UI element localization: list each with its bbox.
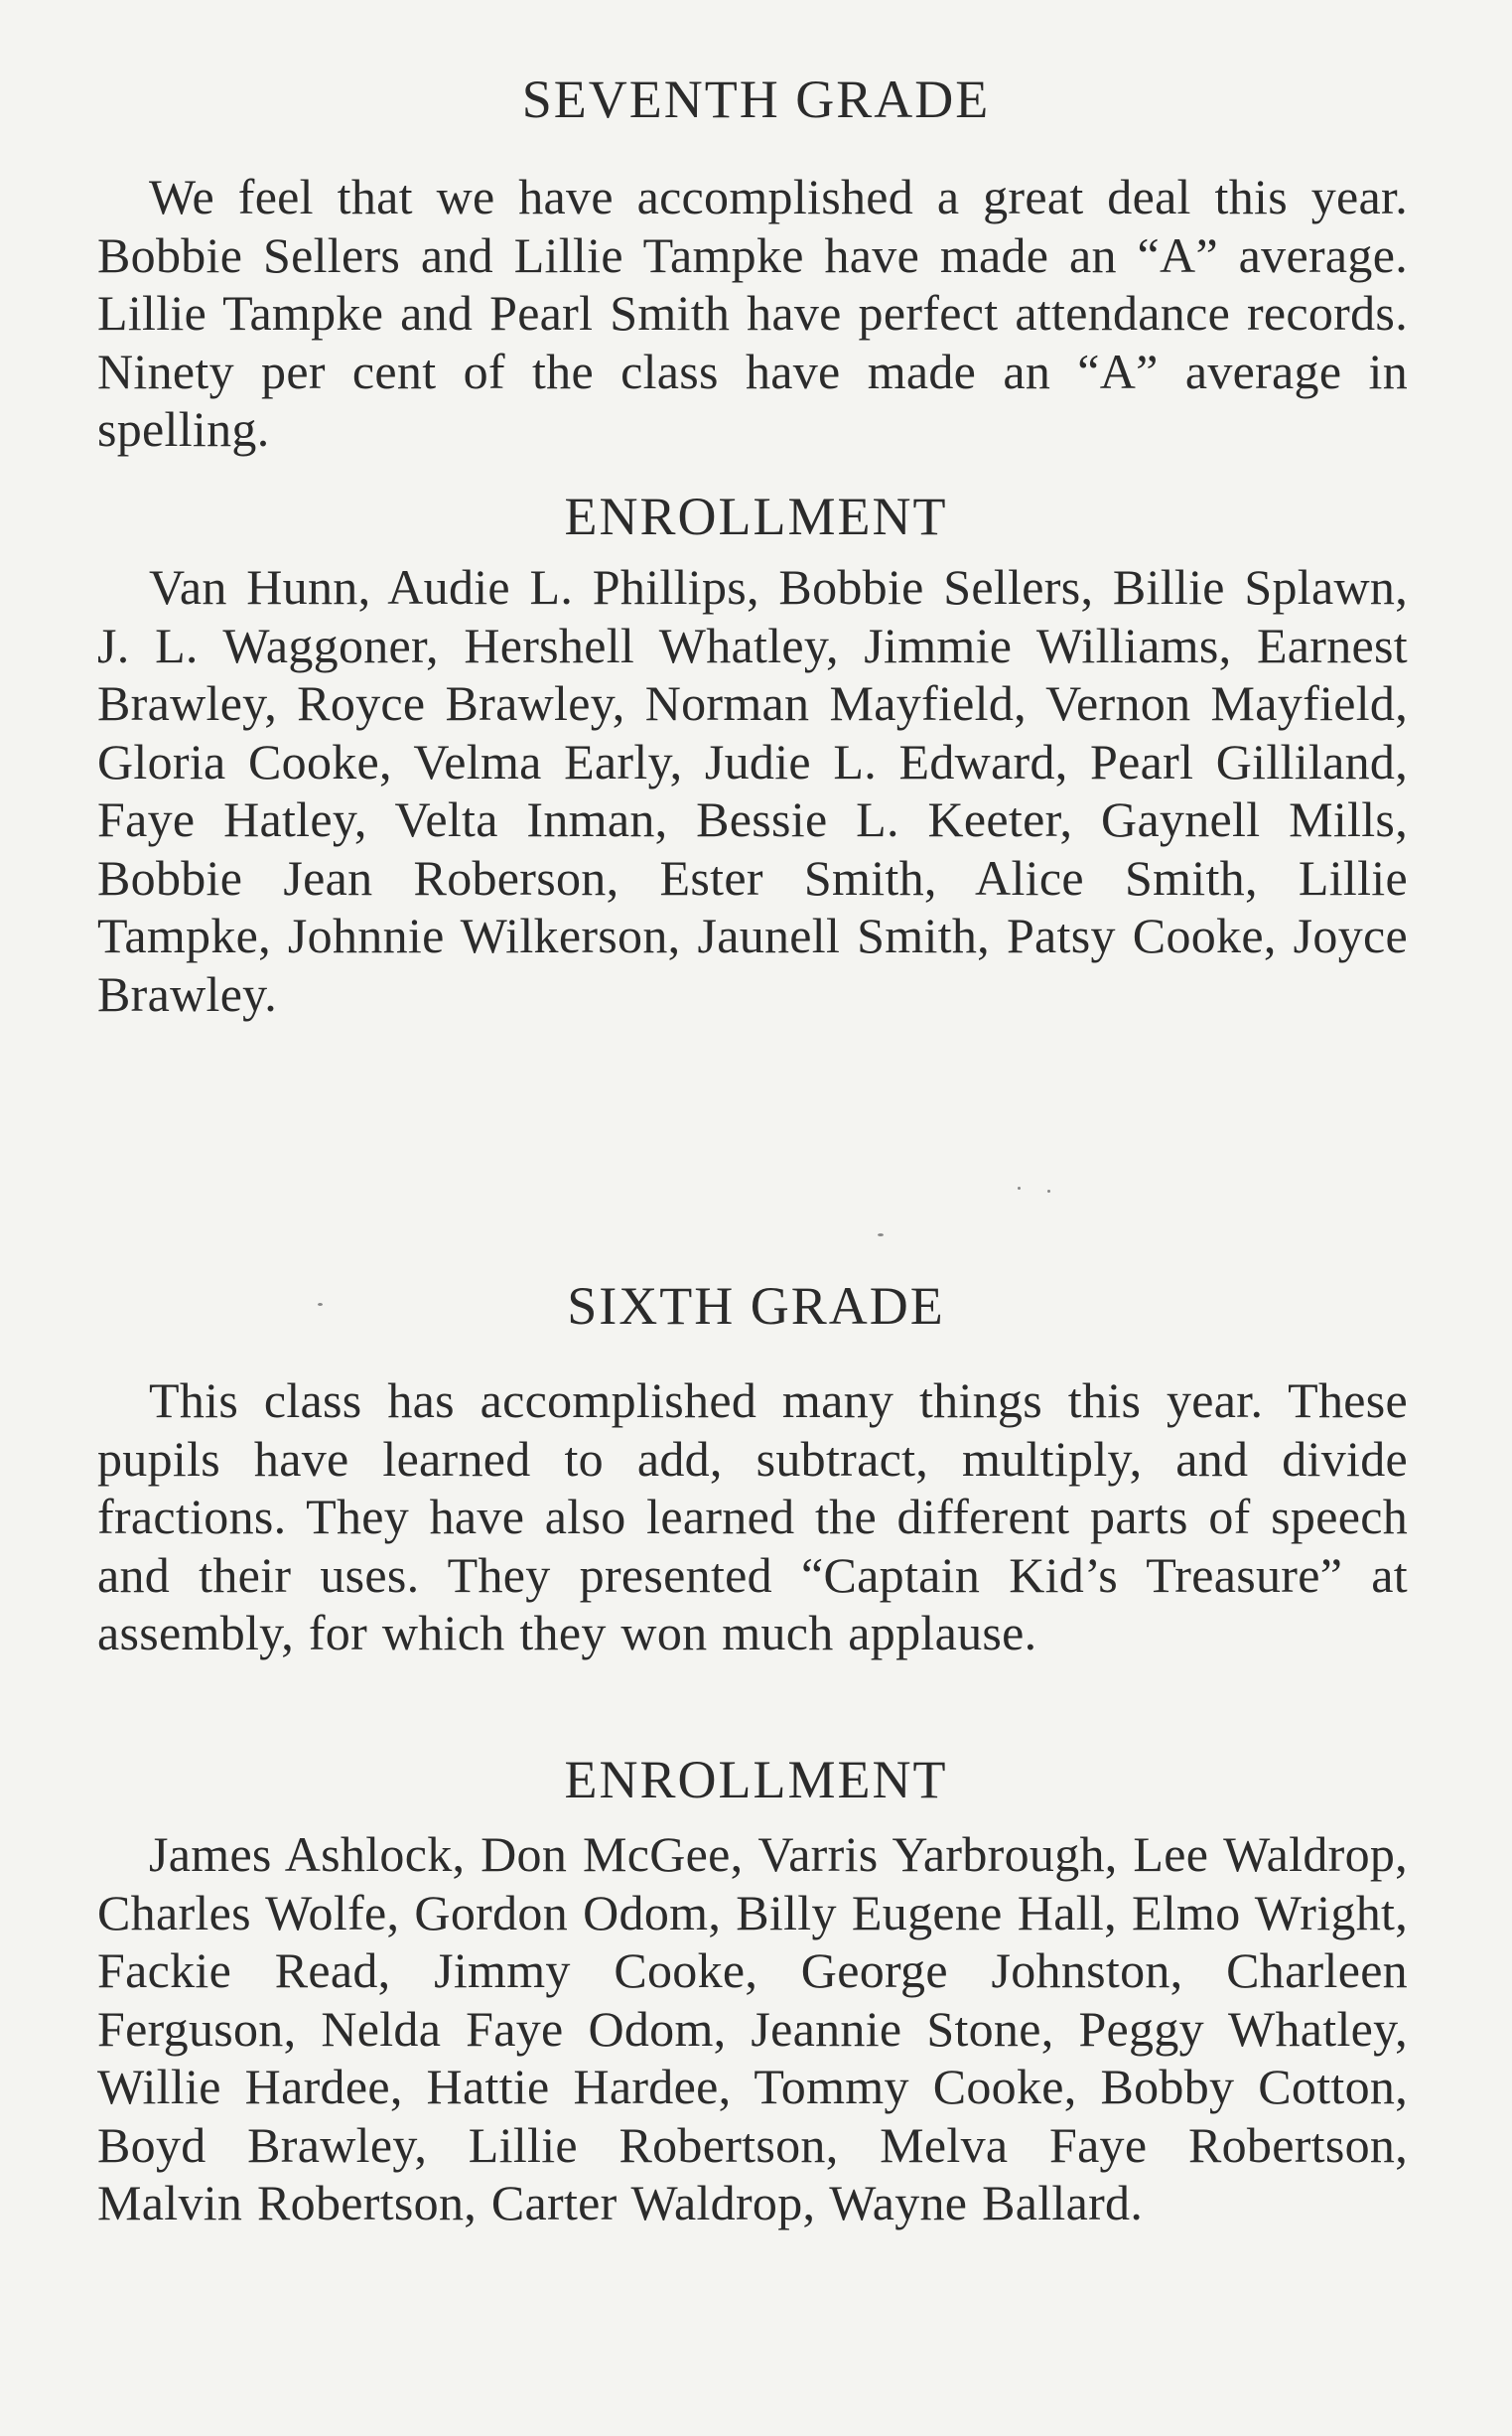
seventh-grade-enrollment-list: Van Hunn, Audie L. Phillips, Bobbie Sellers, Billie Splawn, J. L. Waggoner, Hershell Whatley, Jimmie Williams, Earnest Brawley, Royce Brawley, Norman Mayfield, Vernon Mayfield, Gloria Cooke, Velma Early, Judie L. Edward, Pearl Gilliland, Faye Hatley, Velta Inman, Bessie L. Keeter, Gaynell Mills, Bobbie Jean Roberson, Ester Smith, Alice Smith, Lillie Tampke, Johnnie Wilkerson, Jaunell Smith, Patsy Cooke, Joyce Brawley.	[97, 559, 1408, 1022]
ink-speck	[878, 1233, 884, 1236]
sixth-grade-description: This class has accomplished many things this year. These pupils have learned to add, subtract, multiply, and divide fractions. They have also learned the different parts of speech and their uses. They presented “Captain Kid’s Treasure” at assembly, for which they won much applause.	[97, 1372, 1408, 1660]
seventh-grade-description: We feel that we have accomplished a great deal this year. Bobbie Sellers and Lillie Tampke have made an “A” average. Lillie Tampke and Pearl Smith have perfect attendance records. Ninety per cent of the class have made an “A” average in spelling.	[97, 169, 1408, 457]
sixth-grade-title: SIXTH GRADE	[567, 1276, 945, 1336]
ink-speck	[318, 1303, 323, 1306]
sixth-grade-enrollment-heading: ENROLLMENT	[564, 1750, 948, 1809]
seventh-grade-enrollment-heading: ENROLLMENT	[564, 487, 948, 546]
ink-speck	[1018, 1187, 1021, 1190]
seventh-grade-title: SEVENTH GRADE	[521, 70, 991, 129]
sixth-grade-enrollment-list: James Ashlock, Don McGee, Varris Yarbrough, Lee Waldrop, Charles Wolfe, Gordon Odom, Billy Eugene Hall, Elmo Wright, Fackie Read, Jimmy Cooke, George Johnston, Charleen Ferguson, Nelda Faye Odom, Jeannie Stone, Peggy Whatley, Willie Hardee, Hattie Hardee, Tommy Cooke, Bobby Cotton, Boyd Brawley, Lillie Robertson, Melva Faye Robertson, Malvin Robertson, Carter Waldrop, Wayne Ballard.	[97, 1826, 1408, 2230]
ink-speck	[1047, 1190, 1050, 1193]
